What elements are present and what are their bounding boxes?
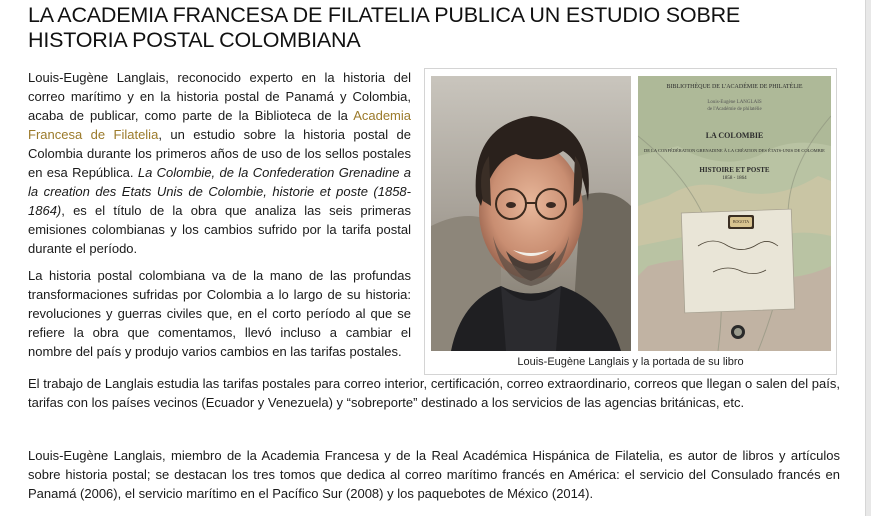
intro-text-c: , es el título de la obra que analiza las seis primeras emisiones colombianas y los cambios sufrido por la tarifa postal durante el período. xyxy=(28,203,411,256)
paragraph-study: El trabajo de Langlais estudia las tarifas postales para correo interior, certificación, correo extraordinario, correos que llegan o salen del país, tarifas con los países vecinos (Ecuador y Venezuela) y “sobreporte” destinado a los servicios de las agencias británicas, etc. xyxy=(28,376,840,410)
cover-header: BIBLIOTHÈQUE DE L'ACADÉMIE DE PHILATÉLIE xyxy=(666,84,803,90)
figure xyxy=(424,68,837,375)
page-edge xyxy=(865,0,871,516)
title-line-1: LA ACADEMIA FRANCESA DE FILATELIA PUBLICA UN ESTUDIO SOBRE xyxy=(28,3,741,27)
cover-history: HISTOIRE ET POSTE xyxy=(699,166,770,174)
cover-stamp: BOGOTA xyxy=(732,219,750,224)
book-cover xyxy=(638,76,831,351)
paragraph-author: Louis-Eugène Langlais, miembro de la Academia Francesa y de la Real Académica Hispánica de Filatelia, es autor de libros y artículos sobre historia postal; se destacan los tres tomos que dedica al correo marítimo francés en América: el servicio del Consulado francés en Panamá (2006), el servicio marítimo en el Pacífico Sur (2008) y los paquebotes de México (2014). xyxy=(28,448,840,501)
cover-author: Louis-Eugène LANGLAIS xyxy=(707,100,762,105)
paragraph-history: La historia postal colombiana va de la mano de las profundas transformaciones sufridas por Colombia a lo largo de su historia: revoluciones y guerras civiles que, en el corto período al que se refiere la obra que comentamos, llevó incluso a cambiar el nombre del país y produjo varios cambios en las tarifas postales. xyxy=(28,268,411,359)
title-line-2: HISTORIA POSTAL COLOMBIANA xyxy=(28,28,361,52)
article-title xyxy=(28,3,848,53)
cover-author-sub: de l'Académie de philatélie xyxy=(707,107,762,112)
book-title: La Colombie, de la Confederation Grenadine a la creation des Etats Unis de Colombie, historie et poste (1858-1864) xyxy=(28,165,411,218)
academia-link[interactable]: Academia Francesa de Filatelia xyxy=(28,108,411,142)
cover-subtitle: DE LA CONFÉDÉRATION GRENADINE À LA CRÉATION DES ÉTATS-UNIS DE COLOMBIE xyxy=(644,148,825,153)
paragraph-intro xyxy=(28,68,411,258)
intro-text-a: Louis-Eugène Langlais, reconocido experto en la historia del correo marítimo y en la historia postal de Panamá y Colombia, acaba de publicar, como parte de la Biblioteca de la xyxy=(28,70,411,123)
author-photo xyxy=(431,76,631,351)
cover-title: LA COLOMBIE xyxy=(705,131,764,140)
cover-years: 1858 - 1864 xyxy=(722,176,747,181)
intro-text-b: , un estudio sobre la historia postal de Colombia durante los primeros años de uso de los sellos postales en esa República. xyxy=(28,127,412,180)
figure-caption: Louis-Eugène Langlais y la portada de su libro xyxy=(517,356,744,368)
